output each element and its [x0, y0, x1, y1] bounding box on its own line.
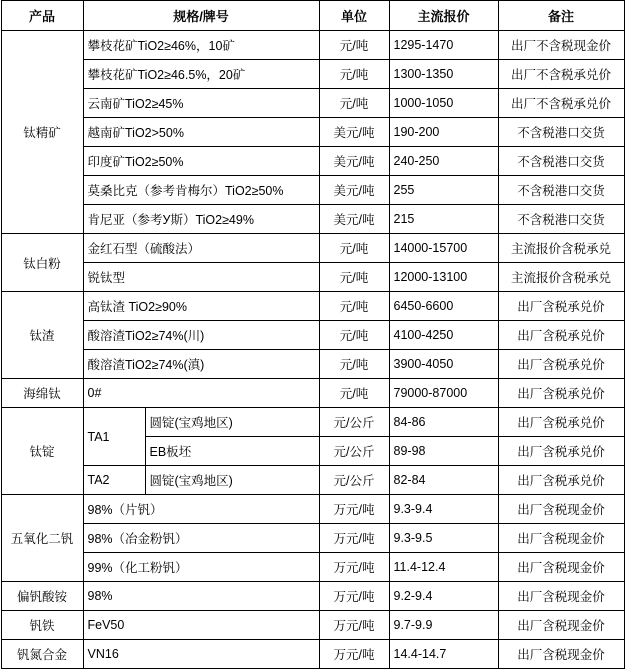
unit-cell: 万元/吨 [319, 611, 389, 640]
table-row [1, 263, 624, 292]
product-category-cell: 偏钒酸铵 [1, 582, 83, 611]
price-cell: 9.3-9.4 [389, 495, 498, 524]
spec-cell: 印度矿TiO2≥50% [83, 147, 319, 176]
table-row [1, 611, 624, 640]
table-row [1, 379, 624, 408]
remark-cell: 出厂不含税承兑价 [498, 89, 624, 118]
remark-cell: 出厂含税现金价 [498, 524, 624, 553]
unit-cell: 元/吨 [319, 89, 389, 118]
remark-cell: 出厂含税现金价 [498, 582, 624, 611]
table-row [1, 176, 624, 205]
table-row [1, 408, 624, 437]
unit-cell: 元/吨 [319, 292, 389, 321]
spec-cell: 98%（片钒） [83, 495, 319, 524]
table-row [1, 234, 624, 263]
table-row [1, 466, 624, 495]
table-row [1, 205, 624, 234]
remark-cell: 出厂含税承兑价 [498, 292, 624, 321]
remark-cell: 出厂含税承兑价 [498, 321, 624, 350]
price-cell: 3900-4050 [389, 350, 498, 379]
spec-cell: FeV50 [83, 611, 319, 640]
price-cell: 9.7-9.9 [389, 611, 498, 640]
price-cell: 9.2-9.4 [389, 582, 498, 611]
price-cell: 4100-4250 [389, 321, 498, 350]
price-quotation-table [1, 0, 625, 669]
unit-cell: 元/吨 [319, 234, 389, 263]
price-cell: 14000-15700 [389, 234, 498, 263]
price-cell: 11.4-12.4 [389, 553, 498, 582]
spec-cell: 酸溶渣TiO2≥74%(滇) [83, 350, 319, 379]
product-category-cell: 海绵钛 [1, 379, 83, 408]
remark-cell: 不含税港口交货 [498, 205, 624, 234]
remark-cell: 出厂含税承兑价 [498, 350, 624, 379]
price-cell: 79000-87000 [389, 379, 498, 408]
price-cell: 12000-13100 [389, 263, 498, 292]
unit-cell: 元/吨 [319, 350, 389, 379]
spec-cell: 高钛渣 TiO2≥90% [83, 292, 319, 321]
price-cell: 89-98 [389, 437, 498, 466]
table-row [1, 89, 624, 118]
remark-cell: 主流报价含税承兑 [498, 234, 624, 263]
unit-cell: 万元/吨 [319, 582, 389, 611]
price-cell: 240-250 [389, 147, 498, 176]
table-row [1, 292, 624, 321]
unit-cell: 元/吨 [319, 263, 389, 292]
unit-cell: 万元/吨 [319, 524, 389, 553]
table-row [1, 524, 624, 553]
product-category-cell: 五氧化二钒 [1, 495, 83, 582]
unit-cell: 元/公斤 [319, 408, 389, 437]
table-header [1, 1, 624, 31]
table-row [1, 640, 624, 669]
product-category-cell: 钛渣 [1, 292, 83, 379]
spec-cell: 酸溶渣TiO2≥74%(川) [83, 321, 319, 350]
table-row [1, 495, 624, 524]
spec-cell: 99%（化工粉钒） [83, 553, 319, 582]
remark-cell: 出厂含税现金价 [498, 553, 624, 582]
price-cell: 190-200 [389, 118, 498, 147]
remark-cell: 出厂含税承兑价 [498, 437, 624, 466]
product-category-cell: 钒氮合金 [1, 640, 83, 669]
remark-cell: 出厂含税现金价 [498, 640, 624, 669]
table-row [1, 147, 624, 176]
product-category-cell: 钒铁 [1, 611, 83, 640]
remark-cell: 出厂不含税承兑价 [498, 60, 624, 89]
price-cell: 14.4-14.7 [389, 640, 498, 669]
remark-cell: 不含税港口交货 [498, 147, 624, 176]
unit-cell: 万元/吨 [319, 553, 389, 582]
table-row [1, 553, 624, 582]
grade-cell: TA1 [83, 408, 145, 466]
spec-cell: VN16 [83, 640, 319, 669]
spec-cell: 0# [83, 379, 319, 408]
remark-cell: 出厂含税现金价 [498, 495, 624, 524]
table-row [1, 31, 624, 60]
unit-cell: 元/公斤 [319, 437, 389, 466]
table-row [1, 118, 624, 147]
price-cell: 215 [389, 205, 498, 234]
unit-cell: 美元/吨 [319, 147, 389, 176]
remark-cell: 不含税港口交货 [498, 176, 624, 205]
spec-cell: 攀枝花矿TiO2≥46%，10矿 [83, 31, 319, 60]
unit-cell: 元/吨 [319, 379, 389, 408]
price-cell: 6450-6600 [389, 292, 498, 321]
spec-cell: 圆锭(宝鸡地区) [145, 408, 319, 437]
grade-cell: TA2 [83, 466, 145, 495]
spec-cell: 圆锭(宝鸡地区) [145, 466, 319, 495]
price-cell: 1295-1470 [389, 31, 498, 60]
unit-cell: 万元/吨 [319, 640, 389, 669]
remark-cell: 出厂含税承兑价 [498, 408, 624, 437]
table-header-row [1, 1, 624, 31]
product-category-cell: 钛锭 [1, 408, 83, 495]
spec-cell: EB板坯 [145, 437, 319, 466]
table-row [1, 321, 624, 350]
remark-cell: 主流报价含税承兑 [498, 263, 624, 292]
product-category-cell: 钛白粉 [1, 234, 83, 292]
spec-cell: 金红石型（硫酸法） [83, 234, 319, 263]
price-cell: 255 [389, 176, 498, 205]
unit-cell: 元/公斤 [319, 466, 389, 495]
spec-cell: 云南矿TiO2≥45% [83, 89, 319, 118]
column-header-unit: 单位 [319, 1, 389, 31]
table-body [1, 31, 624, 669]
unit-cell: 元/吨 [319, 60, 389, 89]
spec-cell: 莫桑比克（参考肯梅尔）TiO2≥50% [83, 176, 319, 205]
price-cell: 1300-1350 [389, 60, 498, 89]
spec-cell: 98%（冶金粉钒） [83, 524, 319, 553]
price-cell: 9.3-9.5 [389, 524, 498, 553]
unit-cell: 元/吨 [319, 31, 389, 60]
unit-cell: 美元/吨 [319, 176, 389, 205]
remark-cell: 出厂不含税现金价 [498, 31, 624, 60]
remark-cell: 出厂含税现金价 [498, 611, 624, 640]
spec-cell: 攀枝花矿TiO2≥46.5%，20矿 [83, 60, 319, 89]
unit-cell: 万元/吨 [319, 495, 389, 524]
remark-cell: 出厂含税承兑价 [498, 466, 624, 495]
column-header-product: 产品 [1, 1, 83, 31]
table-row [1, 60, 624, 89]
spec-cell: 98% [83, 582, 319, 611]
unit-cell: 元/吨 [319, 321, 389, 350]
table-row [1, 350, 624, 379]
unit-cell: 美元/吨 [319, 118, 389, 147]
price-cell: 1000-1050 [389, 89, 498, 118]
spec-cell: 锐钛型 [83, 263, 319, 292]
table-row [1, 582, 624, 611]
column-header-spec: 规格/牌号 [83, 1, 319, 31]
spec-cell: 肯尼亚（参考У斯）TiO2≥49% [83, 205, 319, 234]
remark-cell: 不含税港口交货 [498, 118, 624, 147]
price-cell: 82-84 [389, 466, 498, 495]
product-category-cell: 钛精矿 [1, 31, 83, 234]
spec-cell: 越南矿TiO2>50% [83, 118, 319, 147]
price-cell: 84-86 [389, 408, 498, 437]
column-header-remark: 备注 [498, 1, 624, 31]
unit-cell: 美元/吨 [319, 205, 389, 234]
remark-cell: 出厂含税承兑价 [498, 379, 624, 408]
column-header-price: 主流报价 [389, 1, 498, 31]
